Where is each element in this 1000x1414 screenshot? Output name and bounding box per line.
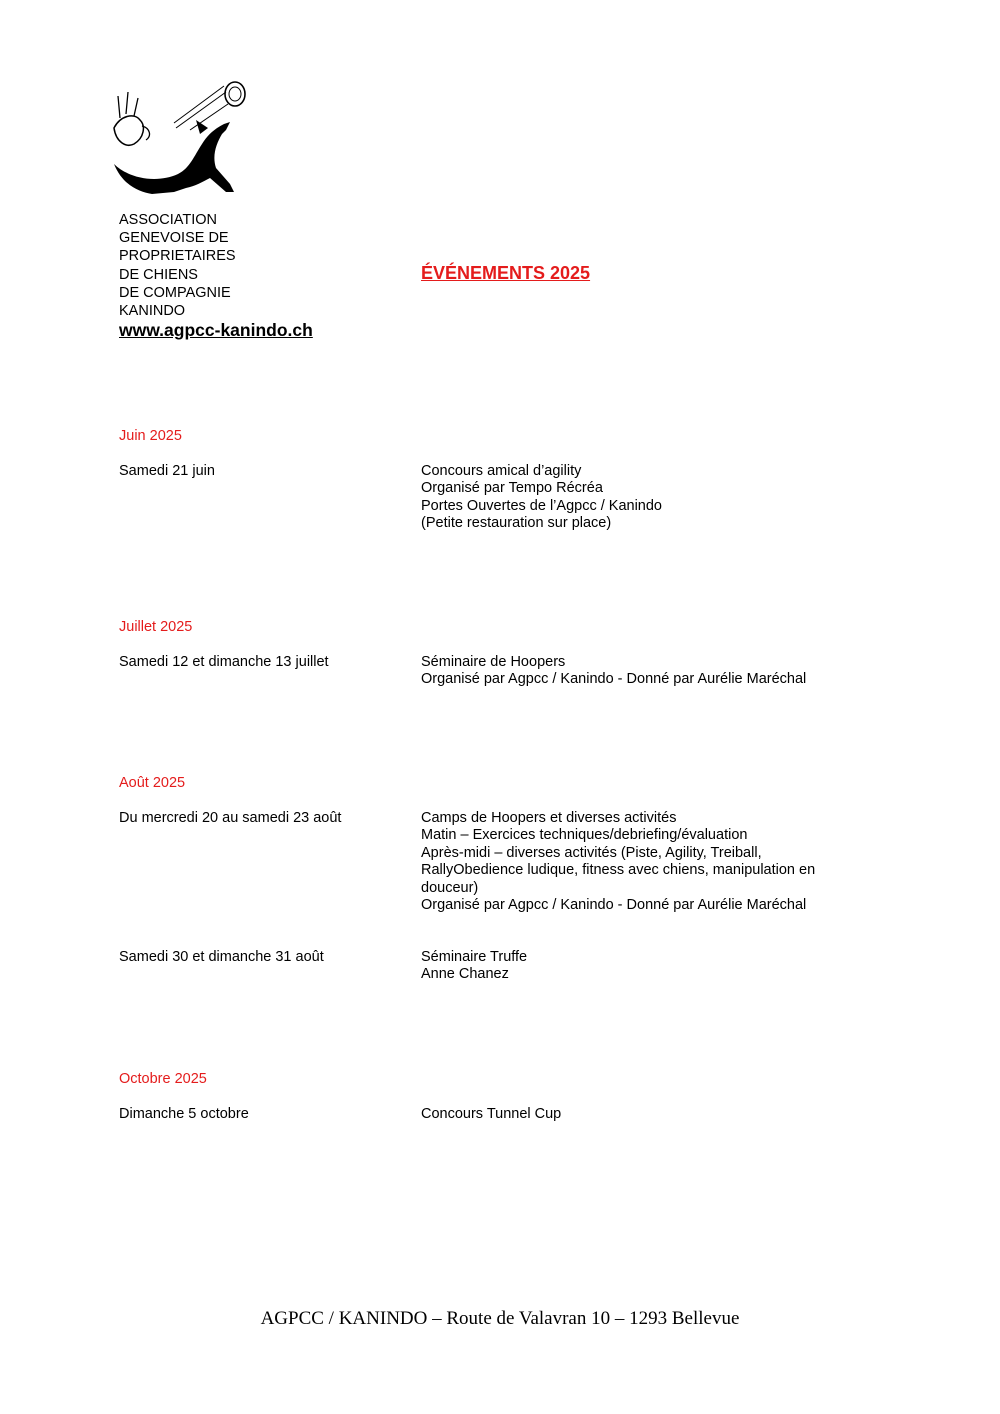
org-line: GENEVOISE DE [119, 230, 229, 247]
page-title: ÉVÉNEMENTS 2025 [421, 263, 591, 283]
organization-name [119, 211, 359, 320]
event-line: Matin – Exercices techniques/debriefing/évaluation [421, 827, 748, 844]
event-line: Anne Chanez [421, 966, 509, 983]
org-line: PROPRIETAIRES [119, 248, 236, 265]
event-date: Samedi 21 juin [119, 463, 215, 479]
event-line: Camps de Hoopers et diverses activités [421, 810, 677, 826]
dog-agility-logo-icon [104, 68, 254, 198]
month-heading: Juillet 2025 [119, 619, 193, 635]
event-date: Samedi 30 et dimanche 31 août [119, 949, 324, 965]
event-date: Samedi 12 et dimanche 13 juillet [119, 654, 329, 670]
event-description [421, 463, 851, 533]
month-heading: Juin 2025 [119, 428, 182, 444]
event-line: douceur) [421, 879, 479, 896]
org-line: DE CHIENS [119, 266, 198, 283]
event-line: Séminaire Truffe [421, 949, 528, 965]
event-line: Portes Ouvertes de l’Agpcc / Kanindo [421, 497, 662, 514]
footer-address: AGPCC / KANINDO – Route de Valavran 10 – 1293 Bellevue [260, 1308, 740, 1329]
org-line: ASSOCIATION [119, 212, 218, 228]
event-date: Du mercredi 20 au samedi 23 août [119, 810, 342, 826]
event-line: Concours Tunnel Cup [421, 1106, 562, 1122]
event-line: Organisé par Tempo Récréa [421, 480, 603, 497]
event-line: (Petite restauration sur place) [421, 515, 612, 532]
org-line: DE COMPAGNIE [119, 284, 231, 301]
event-line: Concours amical d’agility [421, 463, 582, 479]
event-line: Séminaire de Hoopers [421, 654, 566, 670]
event-description [421, 810, 851, 914]
event-description [421, 654, 851, 689]
month-heading: Août 2025 [119, 775, 186, 791]
website-link[interactable]: www.agpcc-kanindo.ch [119, 320, 313, 340]
event-description [421, 1106, 851, 1123]
month-heading: Octobre 2025 [119, 1071, 207, 1087]
event-date: Dimanche 5 octobre [119, 1106, 249, 1122]
event-description [421, 949, 851, 984]
event-line: RallyObedience ludique, fitness avec chiens, manipulation en [421, 862, 816, 879]
event-line: Organisé par Agpcc / Kanindo - Donné par Aurélie Maréchal [421, 897, 807, 914]
event-line: Organisé par Agpcc / Kanindo - Donné par Aurélie Maréchal [421, 671, 807, 688]
event-line: Après-midi – diverses activités (Piste, Agility, Treiball, [421, 844, 762, 861]
org-line: KANINDO [119, 303, 186, 320]
